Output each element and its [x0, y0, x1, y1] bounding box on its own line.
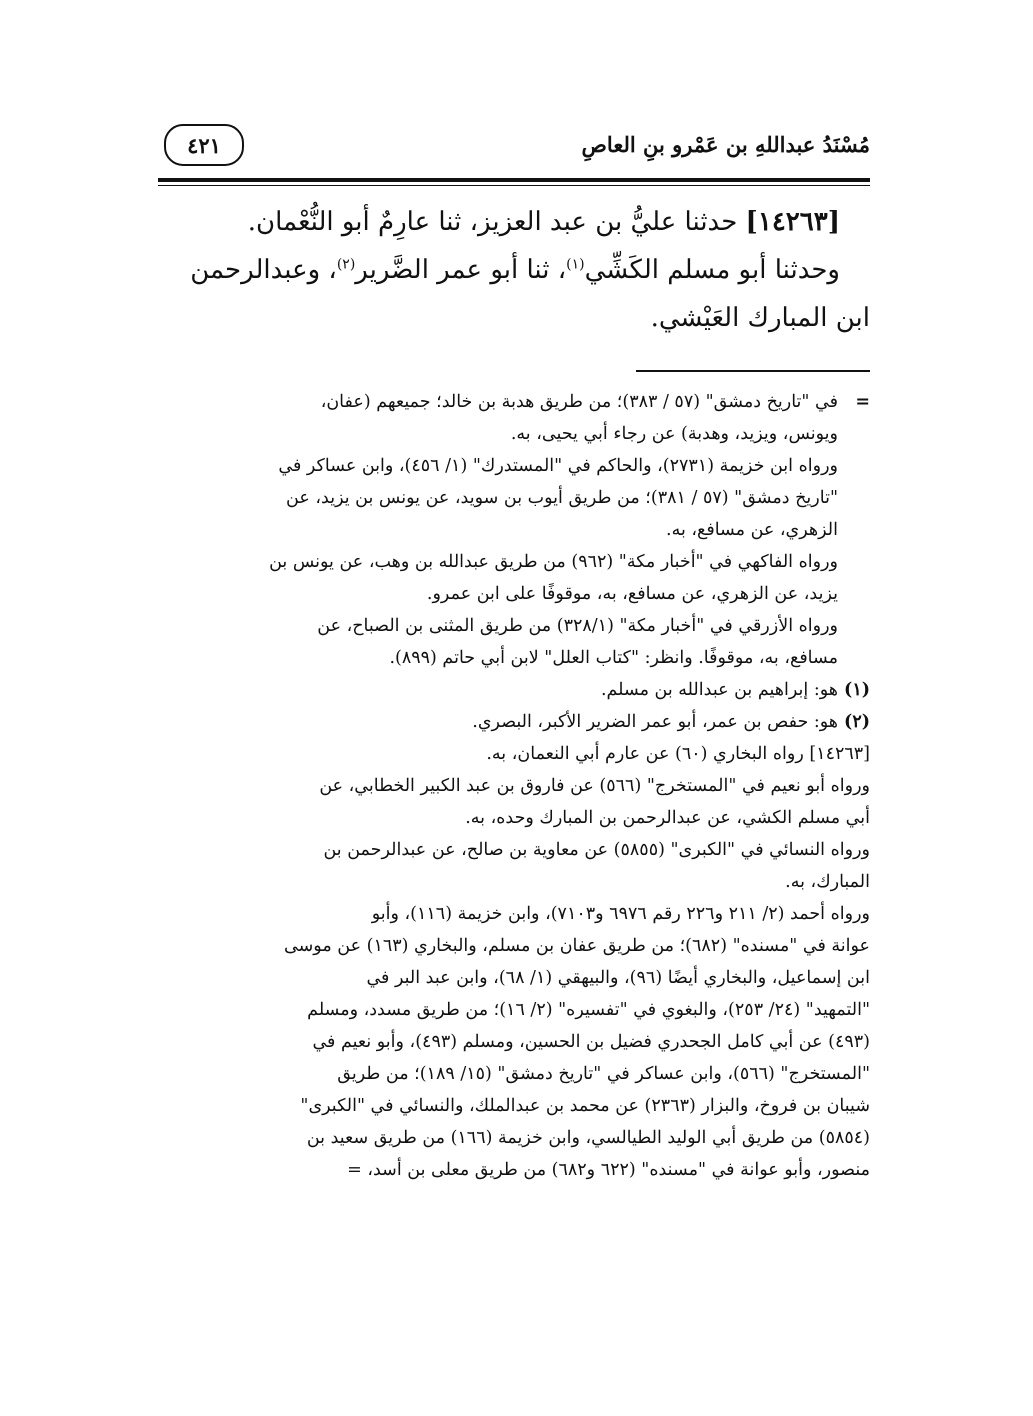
- note-line: ورواه ابن خزيمة (٢٧٣١)، والحاكم في "المستدرك" (١/ ٤٥٦)، وابن عساكر في: [278, 456, 838, 476]
- footnote-ref-1: (١): [566, 256, 585, 273]
- note-line: ورواه أبو نعيم في "المستخرج" (٥٦٦) عن فاروق بن عبد الكبير الخطابي، عن: [319, 776, 870, 796]
- running-title: مُسْنَدُ عبداللهِ بن عَمْرو بنِ العاصِ: [581, 132, 870, 157]
- hadith-line-1: [158, 198, 870, 246]
- footnote-2-mark: (٢): [844, 712, 870, 732]
- footnote-2: [158, 706, 870, 738]
- main-text: [158, 198, 870, 342]
- note-line: شيبان بن فروخ، والبزار (٢٣٦٣) عن محمد بن عبدالملك، والنسائي في "الكبرى": [300, 1096, 870, 1116]
- hadith-line-2: [158, 246, 870, 294]
- hadith-line-1-text: حدثنا عليُّ بن عبد العزيز، ثنا عارِمٌ أبو النُّعْمان.: [247, 207, 738, 237]
- continuation-mark: =: [855, 392, 870, 412]
- note-line: ويونس، ويزيد، وهدبة) عن رجاء أبي يحيى، به.: [510, 424, 838, 444]
- note-line: المبارك، به.: [785, 872, 870, 892]
- header-rule-thick: [158, 178, 870, 182]
- note-line: مسافع، به، موقوفًا. وانظر: "كتاب العلل" لابن أبي حاتم (٨٩٩).: [389, 648, 838, 668]
- note-line: عوانة في "مسنده" (٦٨٢)؛ من طريق عفان بن مسلم، والبخاري (١٦٣) عن موسى: [284, 936, 870, 956]
- note-line: (٥٨٥٤) من طريق أبي الوليد الطيالسي، وابن خزيمة (١٦٦) من طريق سعيد بن: [306, 1128, 870, 1148]
- note-line: ورواه الأزرقي في "أخبار مكة" (٣٢٨/١) من طريق المثنى بن الصباح، عن: [317, 616, 838, 636]
- note-line: في "تاريخ دمشق" (٥٧ / ٣٨٣)؛ من طريق هدبة بن خالد؛ جميعهم (عفان،: [320, 392, 838, 412]
- note-line: يزيد، عن الزهري، عن مسافع، به، موقوفًا على ابن عمرو.: [426, 584, 838, 604]
- note-line: الزهري، عن مسافع، به.: [666, 520, 838, 540]
- note-line: ابن إسماعيل، والبخاري أيضًا (٩٦)، والبيهقي (١/ ٦٨)، وابن عبد البر في: [366, 968, 870, 988]
- note-line: [١٤٢٦٣] رواه البخاري (٦٠) عن عارم أبي النعمان، به.: [486, 744, 870, 764]
- page-header: [158, 120, 870, 172]
- footnote-2-text: هو: حفص بن عمر، أبو عمر الضرير الأكبر، البصري.: [472, 712, 838, 732]
- footnote-1: [158, 674, 870, 706]
- page: [158, 120, 870, 1186]
- hadith-number: [١٤٢٦٣]: [745, 207, 840, 237]
- note-line: "المستخرج" (٥٦٦)، وابن عساكر في "تاريخ دمشق" (١٥/ ١٨٩)؛ من طريق: [337, 1064, 870, 1084]
- note-line: "تاريخ دمشق" (٥٧ / ٣٨١)؛ من طريق أيوب بن سويد، عن يونس بن يزيد، عن: [286, 488, 838, 508]
- note-line: أبي مسلم الكشي، عن عبدالرحمن بن المبارك وحده، به.: [465, 808, 870, 828]
- note-line: "التمهيد" (٢٤/ ٢٥٣)، والبغوي في "تفسيره" (٢/ ١٦)؛ من طريق مسدد، ومسلم: [307, 1000, 870, 1020]
- footnote-continuation: [158, 386, 870, 674]
- page-number: ٤٢١: [187, 132, 221, 158]
- note-line: (٤٩٣) عن أبي كامل الجحدري فضيل بن الحسين، ومسلم (٤٩٣)، وأبو نعيم في: [312, 1032, 870, 1052]
- note-line: منصور، وأبو عوانة في "مسنده" (٦٢٢ و٦٨٢) من طريق معلى بن أسد، =: [347, 1160, 870, 1180]
- note-line: ورواه الفاكهي في "أخبار مكة" (٩٦٢) من طريق عبدالله بن وهب، عن يونس بن: [269, 552, 838, 572]
- footnote-1-text: هو: إبراهيم بن عبدالله بن مسلم.: [600, 680, 838, 700]
- hadith-line-2-part-2: ، ثنا أبو عمر الضَّرير: [355, 255, 567, 285]
- footnotes: [158, 386, 870, 1186]
- hadith-takhrij-note: [158, 738, 870, 1186]
- footnote-ref-2: (٢): [336, 256, 356, 273]
- hadith-line-2-part-3: ، وعبدالرحمن: [190, 255, 337, 285]
- page-number-badge: [164, 124, 244, 166]
- header-rule-thin: [158, 185, 870, 186]
- hadith-line-3: ابن المبارك العَيْشي.: [650, 303, 870, 333]
- footnote-1-mark: (١): [844, 680, 870, 700]
- note-line: ورواه أحمد (٢/ ٢١١ و٢٢٦ رقم ٦٩٧٦ و٧١٠٣)، وابن خزيمة (١١٦)، وأبو: [371, 904, 870, 924]
- footnote-separator: [636, 370, 870, 372]
- hadith-line-2-part-1: وحدثنا أبو مسلم الكَشِّي: [584, 255, 840, 285]
- note-line: ورواه النسائي في "الكبرى" (٥٨٥٥) عن معاوية بن صالح، عن عبدالرحمن بن: [323, 840, 870, 860]
